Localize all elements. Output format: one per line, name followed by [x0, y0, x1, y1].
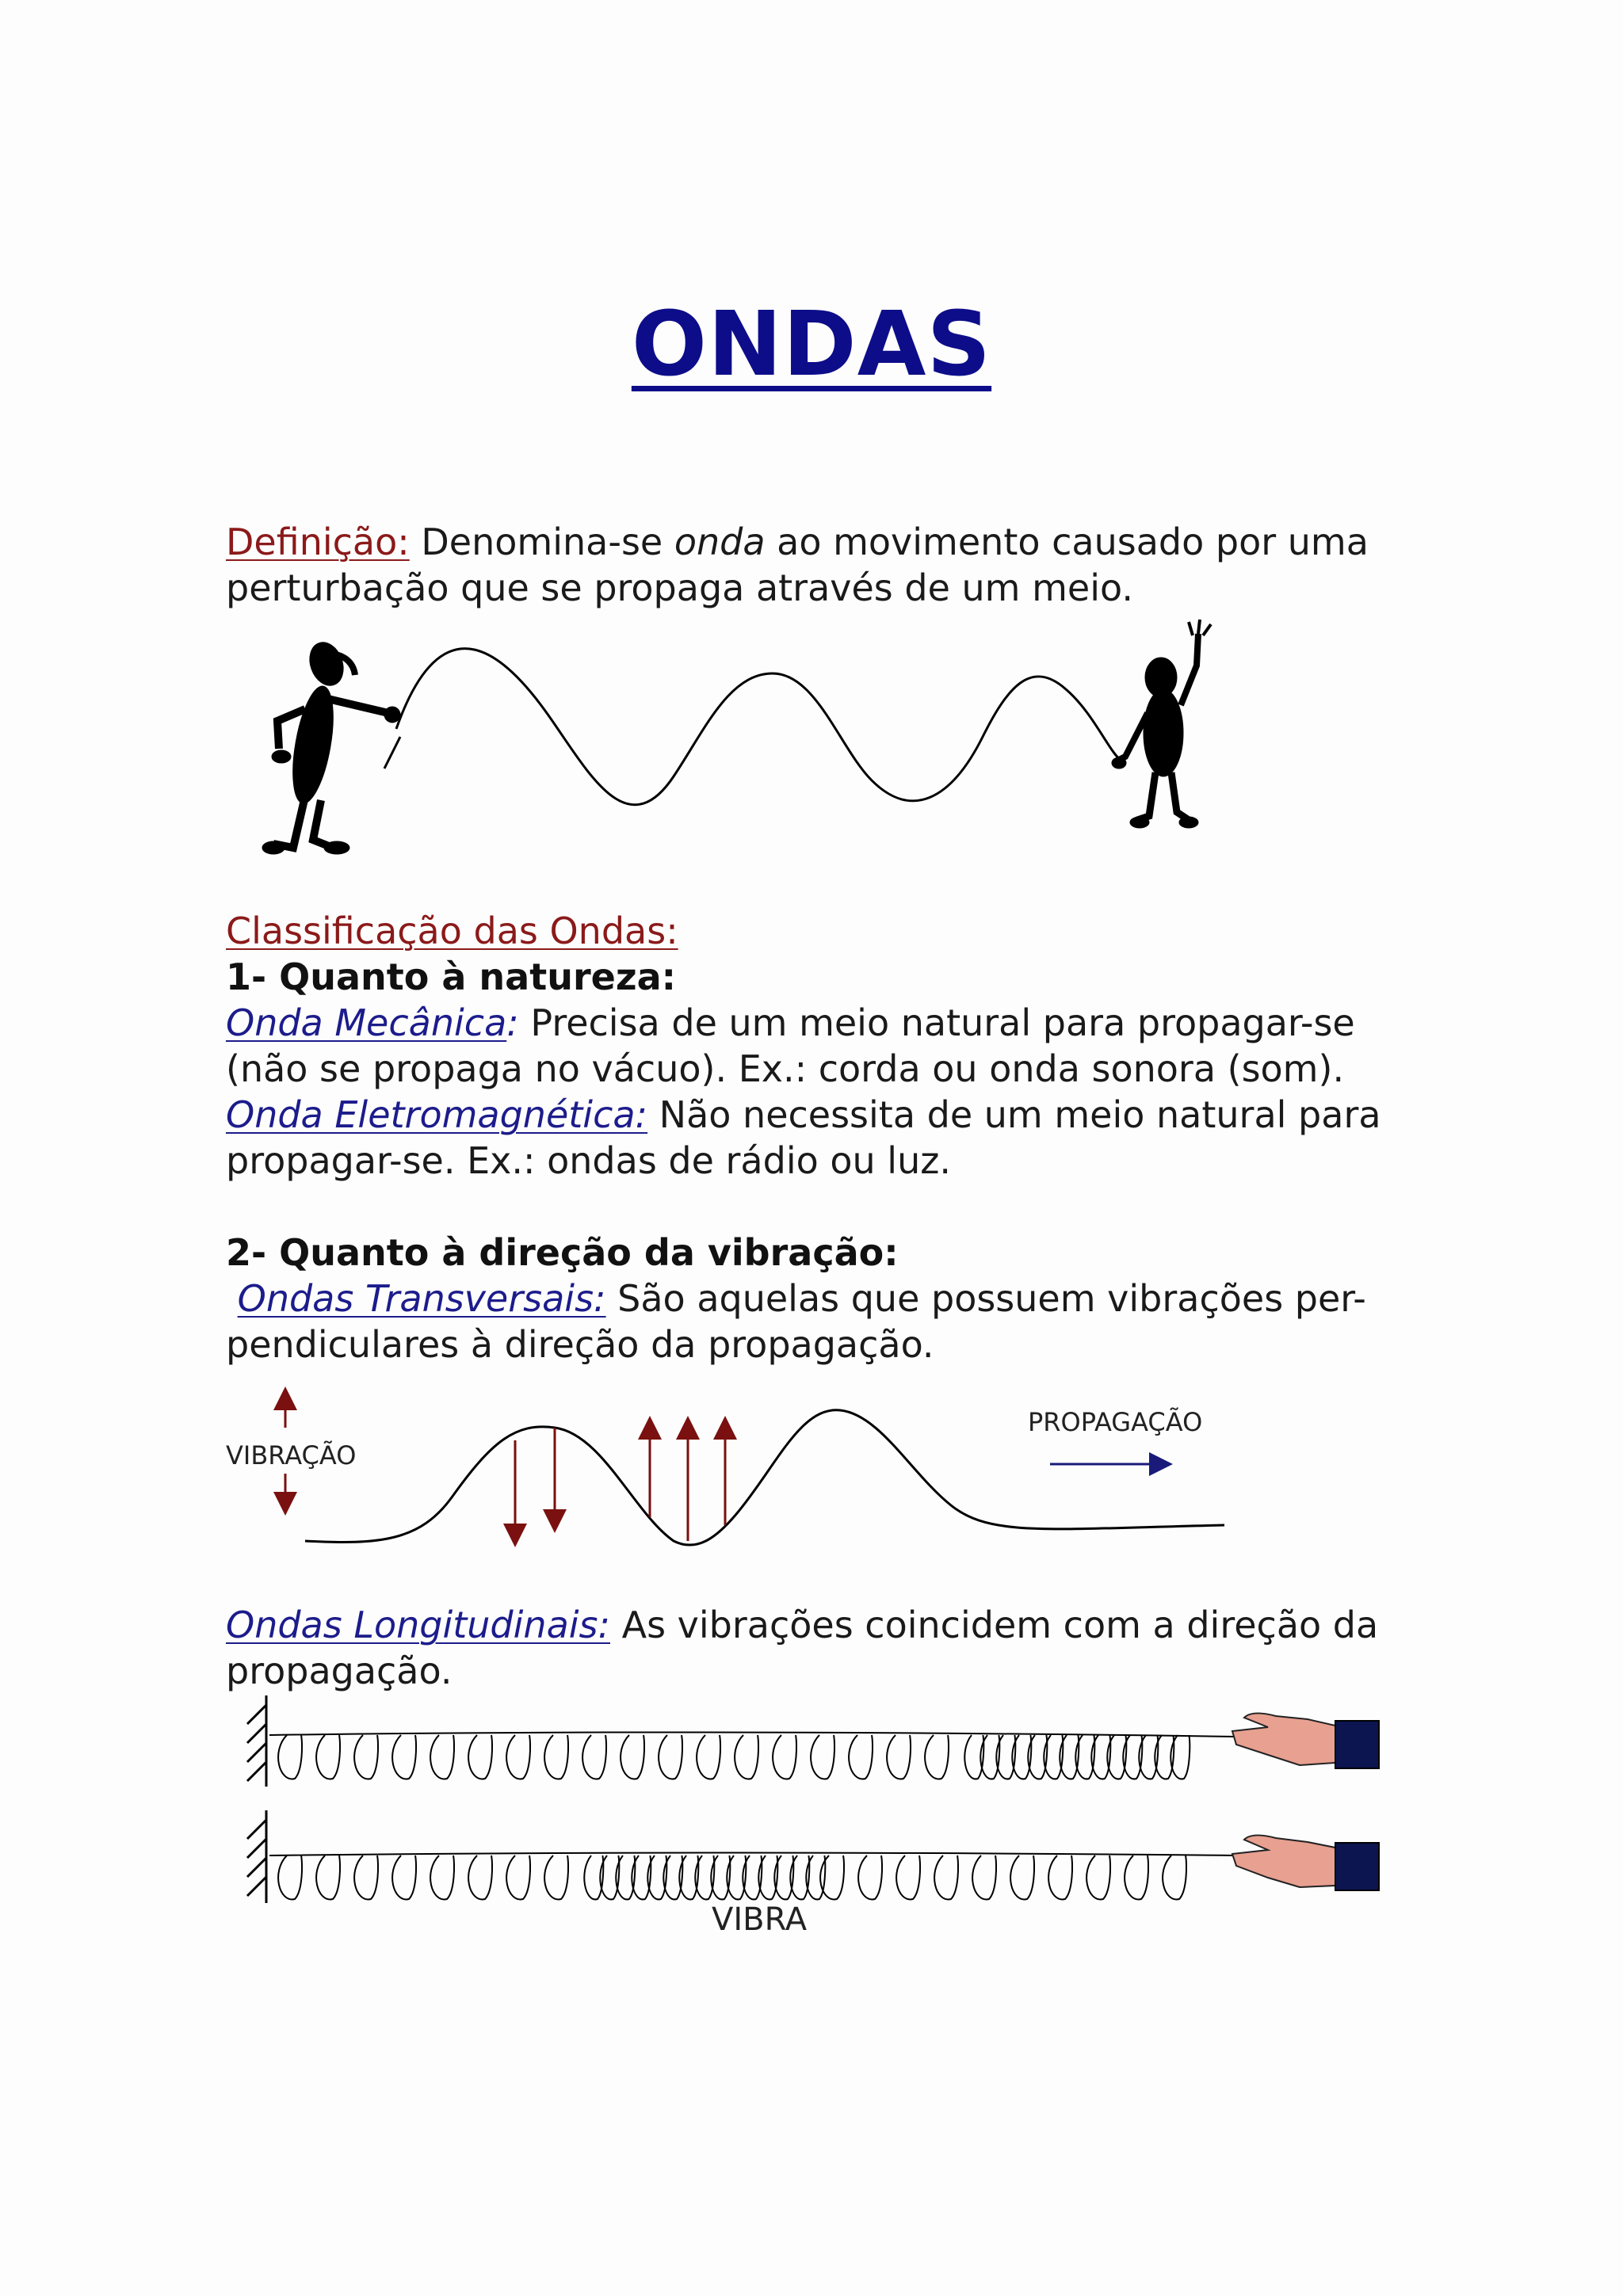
hand-bottom [1232, 1835, 1379, 1890]
spring-coil [392, 1855, 416, 1899]
spring-coil [820, 1855, 844, 1899]
direction-heading: 2- Quanto à direção da vibração: [226, 1231, 899, 1274]
spring-coil [925, 1735, 949, 1779]
definition-label: Definição: [226, 521, 410, 563]
electromagnetic-wave-paragraph [226, 1092, 1430, 1184]
spring-coil [858, 1855, 882, 1899]
longitudinal-wave-label: Ondas Longitudinais: [226, 1604, 610, 1646]
spring-coil [430, 1735, 454, 1779]
spring-coil [934, 1855, 958, 1899]
vibra-label: VIBRA [712, 1901, 808, 1938]
mechanical-wave-label: Onda Mecânica [226, 1001, 507, 1044]
mechanical-wave-text: Precisa de um meio natural para propagar-se (não se propaga no vácuo). Ex.: corda ou onda sonora (som). [226, 1001, 1355, 1090]
transverse-wave-diagram [0, 1379, 1623, 1569]
spring-top-coils [278, 1735, 1190, 1779]
spring-coil [735, 1735, 758, 1779]
spring-coil [849, 1735, 873, 1779]
spring-coil [896, 1855, 920, 1899]
spring-coil [582, 1735, 606, 1779]
spring-coil [354, 1735, 378, 1779]
definition-paragraph [226, 519, 1430, 611]
spring-coil [468, 1855, 492, 1899]
wall-top [247, 1695, 266, 1787]
transverse-wave-text: São aquelas que possuem vibrações per-pendiculares à direção da propagação. [226, 1277, 1366, 1366]
vibration-label: VIBRAÇÃO [226, 1440, 357, 1470]
classification-section [226, 908, 1430, 1367]
wall-bottom [247, 1810, 266, 1903]
definition-emphasis: onda [674, 521, 766, 563]
spring-coil [773, 1735, 796, 1779]
stick-figures-wave-illustration [0, 618, 1623, 879]
electromagnetic-wave-text: Não necessita de um meio natural para propagar-se. Ex.: ondas de rádio ou luz. [226, 1093, 1381, 1182]
spring-coil [1048, 1855, 1072, 1899]
spring-bottom-coils [278, 1855, 1186, 1899]
spring-coil [316, 1855, 340, 1899]
left-stick-figure [262, 638, 400, 854]
spring-coil [506, 1855, 530, 1899]
definition-text-after: ao movimento causado por uma perturbação que se propaga através de um meio. [226, 521, 1369, 609]
spring-coil [697, 1735, 720, 1779]
spring-coil [544, 1735, 568, 1779]
longitudinal-wave-text: As vibrações coincidem com a direção da propagação. [226, 1604, 1379, 1692]
spring-coil [621, 1735, 644, 1779]
spring-coil [278, 1735, 302, 1779]
longitudinal-wave-paragraph [226, 1602, 1430, 1694]
definition-text-before: Denomina-se [409, 521, 674, 563]
spring-coil [887, 1735, 911, 1779]
nature-heading: 1- Quanto à natureza: [226, 955, 677, 998]
spring-bottom-line [269, 1853, 1236, 1856]
transverse-wave-paragraph [226, 1276, 1430, 1367]
mechanical-wave-colon: : [506, 1001, 519, 1044]
spring-coil [1125, 1855, 1148, 1899]
rope-wave [396, 649, 1121, 805]
spring-coil [544, 1855, 568, 1899]
spring-coil [811, 1735, 834, 1779]
spring-coil [1086, 1855, 1110, 1899]
spring-coil [1010, 1855, 1034, 1899]
spring-coil [468, 1735, 492, 1779]
classification-heading: Classificação das Ondas: [226, 910, 678, 952]
electromagnetic-wave-label: Onda Eletromagnética: [226, 1093, 648, 1136]
spring-coil [392, 1735, 416, 1779]
transverse-wave-label: Ondas Transversais: [237, 1277, 606, 1320]
spring-coil [316, 1735, 340, 1779]
spring-coil [430, 1855, 454, 1899]
spring-coil [278, 1855, 302, 1899]
hand-top [1232, 1713, 1379, 1768]
page-title: ONDAS [631, 293, 992, 396]
spring-coil [659, 1735, 682, 1779]
spring-top-line [269, 1732, 1236, 1737]
spring-coil [1163, 1855, 1186, 1899]
mechanical-wave-paragraph [226, 1000, 1430, 1092]
longitudinal-spring-diagram [0, 1688, 1623, 1925]
propagation-label: PROPAGAÇÃO [1028, 1407, 1203, 1437]
spring-coil [972, 1855, 996, 1899]
spring-coil [506, 1735, 530, 1779]
spring-coil [354, 1855, 378, 1899]
right-stick-figure [1112, 620, 1211, 828]
